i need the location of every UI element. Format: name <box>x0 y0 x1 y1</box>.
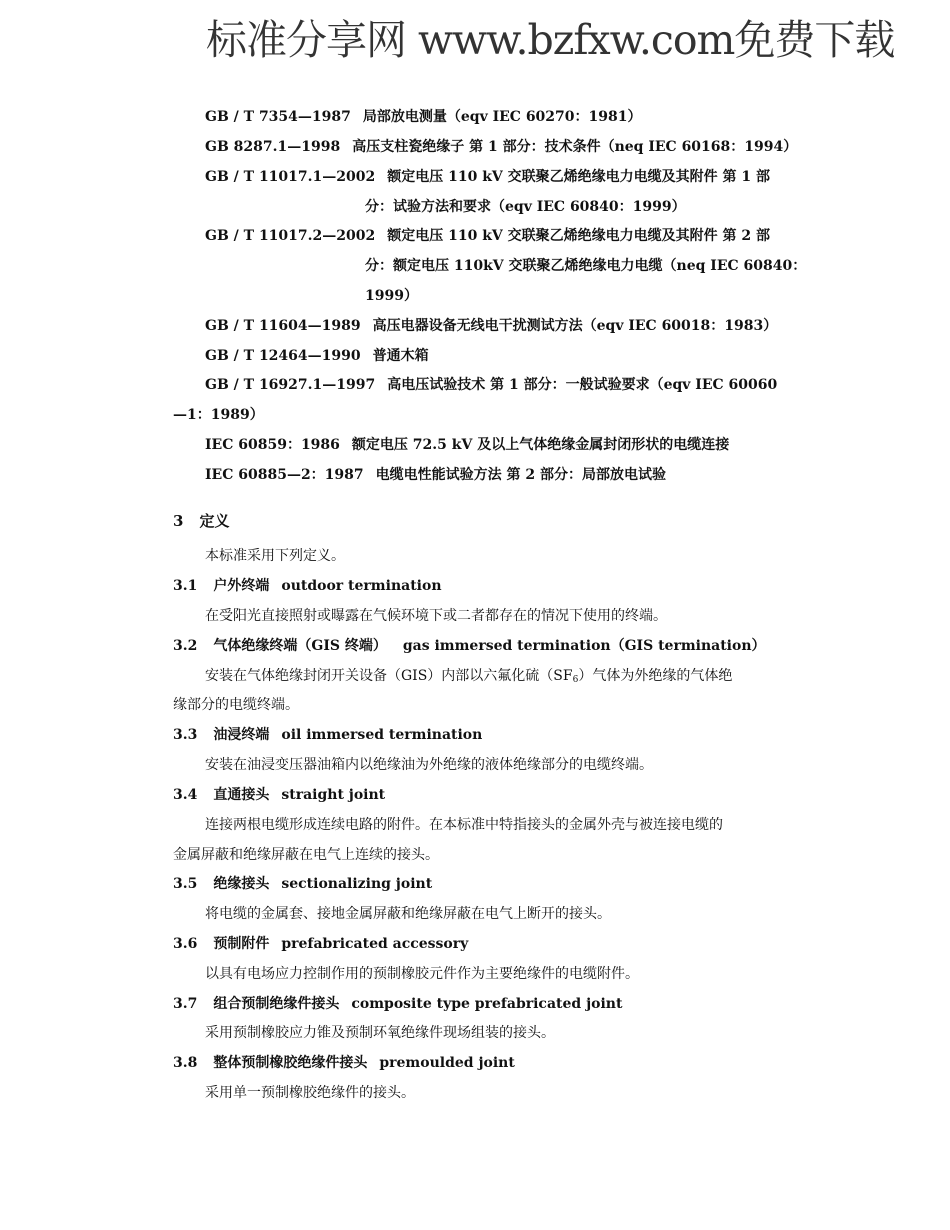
definition-term-cn: 油浸终端 <box>213 727 270 743</box>
reference-title: 额定电压 110 kV 交联聚乙烯绝缘电力电缆及其附件 第 2 部 <box>387 228 771 244</box>
definition-heading <box>173 994 622 1014</box>
definition-term-cn: 绝缘接头 <box>213 876 270 892</box>
definition-number: 3.2 <box>173 638 198 654</box>
reference-line <box>205 226 770 246</box>
definition-heading <box>173 725 482 745</box>
reference-code: GB / T 11017.1—2002 <box>205 169 376 185</box>
reference-title-continuation: —1：1989） <box>173 407 264 423</box>
definition-heading <box>173 934 468 954</box>
definition-heading <box>173 785 385 805</box>
definition-number: 3.6 <box>173 936 198 952</box>
reference-title: 额定电压 72.5 kV 及以上气体绝缘金属封闭形状的电缆连接 <box>351 437 730 453</box>
reference-code: IEC 60885—2：1987 <box>205 467 364 483</box>
reference-title-continuation: 1999） <box>365 288 418 304</box>
reference-title: 额定电压 110 kV 交联聚乙烯绝缘电力电缆及其附件 第 1 部 <box>387 169 771 185</box>
reference-line <box>205 346 429 366</box>
definition-text-continuation: 缘部分的电缆终端。 <box>173 697 299 713</box>
definition-text: 以具有电场应力控制作用的预制橡胶元件作为主要绝缘件的电缆附件。 <box>205 966 639 982</box>
definition-term-cn: 预制附件 <box>213 936 270 952</box>
reference-line <box>205 167 770 187</box>
reference-code: IEC 60859：1986 <box>205 437 340 453</box>
definition-text: 采用预制橡胶应力锥及预制环氧绝缘件现场组装的接头。 <box>205 1025 555 1041</box>
definition-term-cn: 组合预制绝缘件接头 <box>213 996 340 1012</box>
reference-line <box>205 137 797 157</box>
definition-text <box>205 666 732 690</box>
definition-term-cn: 气体绝缘终端（GIS 终端） <box>213 638 387 654</box>
definition-heading <box>173 636 766 656</box>
reference-code: GB 8287.1—1998 <box>205 139 341 155</box>
section-heading <box>173 511 229 531</box>
definition-text: 连接两根电缆形成连续电路的附件。在本标准中特指接头的金属外壳与被连接电缆的 <box>205 817 723 833</box>
definition-term-en: gas immersed termination（GIS termination） <box>402 638 766 654</box>
definition-number: 3.3 <box>173 727 198 743</box>
reference-title: 高电压试验技术 第 1 部分：一般试验要求（eqv IEC 60060 <box>387 377 778 393</box>
definition-text: 将电缆的金属套、接地金属屏蔽和绝缘屏蔽在电气上断开的接头。 <box>205 906 611 922</box>
reference-code: GB / T 16927.1—1997 <box>205 377 376 393</box>
reference-line <box>205 316 777 336</box>
definition-number: 3.5 <box>173 876 198 892</box>
definition-heading <box>173 576 442 596</box>
definition-term-en: straight joint <box>281 787 386 803</box>
reference-title-continuation: 分：额定电压 110kV 交联聚乙烯绝缘电力电缆（neq IEC 60840： <box>365 258 807 274</box>
section-intro: 本标准采用下列定义。 <box>205 548 345 564</box>
reference-code: GB / T 11017.2—2002 <box>205 228 376 244</box>
reference-line <box>205 107 642 127</box>
definition-term-cn: 整体预制橡胶绝缘件接头 <box>213 1055 368 1071</box>
reference-title: 高压支柱瓷绝缘子 第 1 部分：技术条件（neq IEC 60168：1994） <box>352 139 798 155</box>
reference-code: GB / T 7354—1987 <box>205 109 351 125</box>
reference-line <box>205 465 666 485</box>
reference-title: 普通木箱 <box>372 348 429 364</box>
reference-title-continuation: 分：试验方法和要求（eqv IEC 60840：1999） <box>365 199 686 215</box>
definition-number: 3.7 <box>173 996 198 1012</box>
definition-term-en: sectionalizing joint <box>281 876 433 892</box>
definition-text: 采用单一预制橡胶绝缘件的接头。 <box>205 1085 415 1101</box>
definition-term-en: premoulded joint <box>379 1055 515 1071</box>
definition-term-cn: 户外终端 <box>213 578 270 594</box>
reference-line <box>205 435 729 455</box>
definition-text: 安装在油浸变压器油箱内以绝缘油为外绝缘的液体绝缘部分的电缆终端。 <box>205 757 653 773</box>
definition-term-en: oil immersed termination <box>281 727 483 743</box>
reference-title: 电缆电性能试验方法 第 2 部分：局部放电试验 <box>375 467 667 483</box>
reference-title: 局部放电测量（eqv IEC 60270：1981） <box>362 109 642 125</box>
section-number: 3 <box>173 512 184 530</box>
definition-heading <box>173 1053 515 1073</box>
definition-text-part: ）气体为外绝缘的气体绝 <box>578 668 733 684</box>
subscript: 6 <box>572 675 579 685</box>
definition-term-en: outdoor termination <box>281 578 442 594</box>
definition-number: 3.1 <box>173 578 198 594</box>
definition-number: 3.4 <box>173 787 198 803</box>
definition-term-cn: 直通接头 <box>213 787 270 803</box>
watermark-banner: 标准分享网 www.bzfxw.com免费下载 <box>206 16 895 64</box>
reference-code: GB / T 12464—1990 <box>205 348 361 364</box>
definition-term-en: composite type prefabricated joint <box>351 996 623 1012</box>
definition-heading <box>173 874 432 894</box>
reference-title: 高压电器设备无线电干扰测试方法（eqv IEC 60018：1983） <box>372 318 778 334</box>
definition-text-part: 安装在气体绝缘封闭开关设备（GIS）内部以六氟化硫（SF <box>205 668 573 684</box>
definition-text-continuation: 金属屏蔽和绝缘屏蔽在电气上连续的接头。 <box>173 847 439 863</box>
section-title: 定义 <box>199 512 230 530</box>
reference-code: GB / T 11604—1989 <box>205 318 361 334</box>
reference-line <box>205 375 777 395</box>
definition-text: 在受阳光直接照射或曝露在气候环境下或二者都存在的情况下使用的终端。 <box>205 608 667 624</box>
definition-number: 3.8 <box>173 1055 198 1071</box>
definition-term-en: prefabricated accessory <box>281 936 469 952</box>
